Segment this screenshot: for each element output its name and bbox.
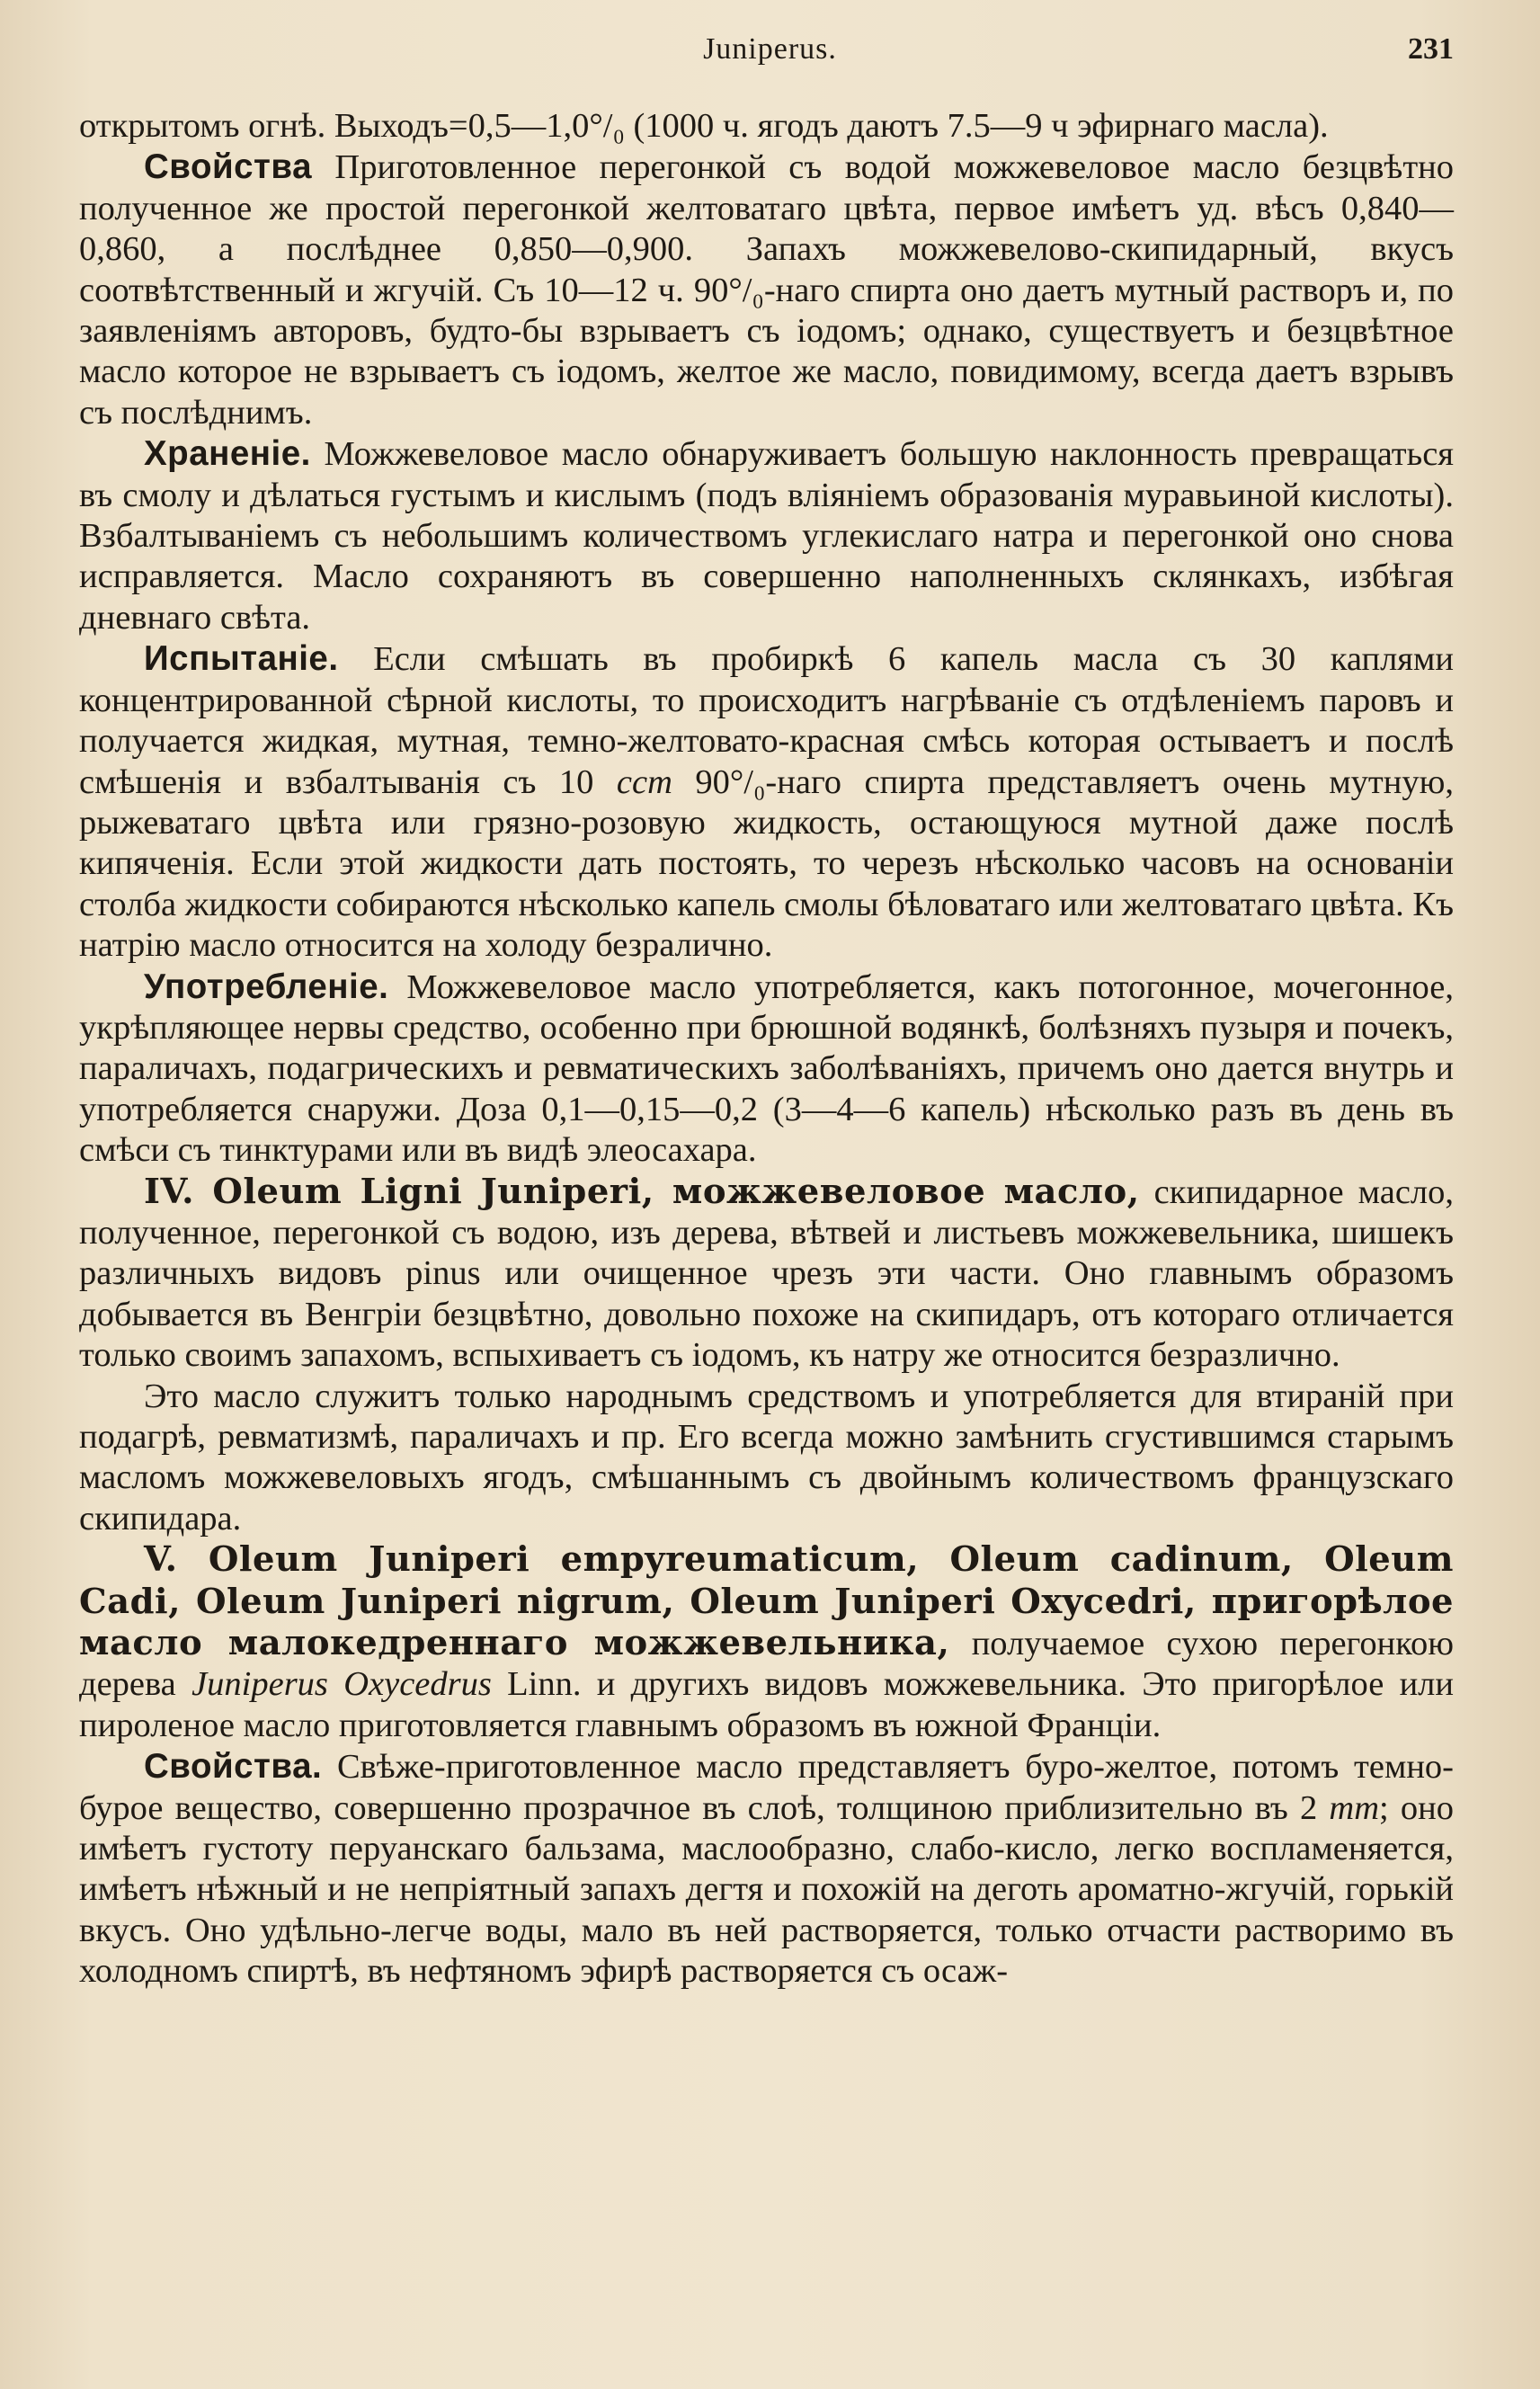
section-heading: Употребленіе.: [144, 967, 389, 1006]
page-number: 231: [1408, 32, 1454, 66]
paragraph-continuation: [79, 106, 1454, 147]
paragraph-text: открытомъ огнѣ. Выходъ=0,5—1,0°/₀ (1000 ч. ягодъ даютъ 7.5—9 ч эфирнаго масла).: [79, 107, 1329, 145]
paragraph-text: 90°/₀-наго спирта представляетъ очень мутную, рыжеватаго цвѣта или грязно-розовую жидкость, остающуюся мутной даже послѣ кипяченія. Если этой жидкости дать постоять, то черезъ нѣсколько часовъ на основаніи столба жидкости собираются нѣсколько капель смолы бѣловатаго или желтоватаго цвѣта. Къ натрію масло относится на холоду безралично.: [79, 762, 1454, 965]
running-title: Juniperus.: [703, 32, 837, 66]
paragraph-text: получаемое сухою перегонкою дерева: [79, 1625, 1454, 1704]
running-head: [0, 25, 1540, 79]
paragraph-properties: [79, 147, 1454, 433]
species-name: Juniperus Oxycedrus: [191, 1665, 492, 1704]
paragraph-text: Приготовленное перегонкой съ водой можжевеловое масло безцвѣтно полученное же простой перегонкой желтоватаго цвѣта, первое имѣетъ уд. вѣсъ 0,840—0,860, а послѣднее 0,850—0,900. Запахъ можжевелово-скипидарный, вкусъ соотвѣтственный и жгучій. Съ 10—12 ч. 90°/₀-наго спирта оно даетъ мутный растворъ и, по заявленіямъ авторовъ, будто-бы взрываетъ съ іодомъ; однако, существуетъ и безцвѣтное масло которое не взрываетъ съ іодомъ, желтое же масло, повидимому, всегда даетъ взрывъ съ послѣднимъ.: [79, 148, 1454, 432]
entry-heading: V. Oleum Juniperi empyreumaticum, Oleum cadinum, Oleum Cadi, Oleum Juniperi nigrum, Oleum Juniperi Oxycedri, пригорѣлое масло малокедреннаго можжевельника,: [79, 1539, 1454, 1664]
section-heading: Храненіе.: [144, 434, 311, 474]
paragraph-oleum-ligni-usage: [79, 1377, 1454, 1540]
body-text: [79, 106, 1454, 1992]
paragraph-text: скипидарное масло, полученное, перегонкой съ водою, изъ дерева, вѣтвей и листьевъ можжевельника, шишекъ различныхъ видовъ pinus или очищенное чрезъ эти части. Оно главнымъ образомъ добывается въ Венгріи безцвѣтно, довольно похоже на скипидаръ, отъ котораго отличается только своимъ запахомъ, вспыхиваетъ съ іодомъ, къ натру же относится безразлично.: [79, 1172, 1455, 1375]
paragraph-storage: [79, 433, 1454, 638]
unit-ccm: ccm: [616, 762, 672, 801]
section-heading: Свойства.: [144, 1747, 323, 1787]
paragraph-text: Linn. и другихъ видовъ можжевельника. Это пригорѣлое или пироленое масло приготовляется главнымъ образомъ въ южной Франціи.: [79, 1665, 1454, 1744]
paragraph-oleum-cadinum: [79, 1539, 1454, 1746]
paragraph-text: Если смѣшать въ пробиркѣ 6 капель масла съ 30 каплями концентрированной сѣрной кислоты, то происходитъ нагрѣваніе съ отдѣленіемъ паровъ и получается жидкая, мутная, темно-желтовато-красная смѣсь которая остываетъ и послѣ смѣшенія и взбалтыванія съ 10: [79, 640, 1454, 801]
paragraph-cadinum-properties: [79, 1746, 1454, 1992]
paragraph-text: Можжевеловое масло употребляется, какъ потогонное, мочегонное, укрѣпляющее нервы средство, особенно при брюшной водянкѣ, болѣзняхъ пузыря и почекъ, параличахъ, подагрическихъ и ревматическихъ заболѣваніяхъ, причемъ оно дается внутрь и употребляется снаружи. Доза 0,1—0,15—0,2 (3—4—6 капель) нѣсколько разъ въ день въ смѣси съ тинктурами или въ видѣ элеосахара.: [79, 967, 1454, 1170]
paragraph-text: Свѣже-приготовленное масло представляетъ буро-желтое, потомъ темно-бурое вещество, совершенно прозрачное въ слоѣ, толщиною приблизительно въ 2: [79, 1748, 1454, 1827]
paragraph-text: Можжевеловое масло обнаруживаетъ большую наклонность превращаться въ смолу и дѣлаться густымъ и кислымъ (подъ вліяніемъ образованія муравьиной кислоты). Взбалтываніемъ съ небольшимъ количествомъ углекислаго натра и перегонкой оно снова исправляется. Масло сохраняютъ въ совершенно наполненныхъ склянкахъ, избѣгая дневнаго свѣта.: [79, 435, 1454, 637]
paragraph-testing: [79, 638, 1454, 966]
paragraph-text: Это масло служитъ только народнымъ средствомъ и употребляется для втираній при подагрѣ, ревматизмѣ, параличахъ и пр. Его всегда можно замѣнить сгустившимся старымъ масломъ можжевеловыхъ ягодъ, смѣшаннымъ съ двойнымъ количествомъ французскаго скипидара.: [79, 1377, 1454, 1538]
paragraph-text: ; оно имѣетъ густоту перуанскаго бальзама, маслообразно, слабо-кисло, легко воспламеняется, имѣетъ нѣжный и не непріятный запахъ дегтя и похожій на деготь ароматно-жгучій, горькій вкусъ. Оно удѣльно-легче воды, мало въ ней растворяется, только отчасти растворимо въ холодномъ спиртѣ, въ нефтяномъ эфирѣ растворяется съ осаж-: [79, 1788, 1454, 1991]
entry-heading: IV. Oleum Ligni Juniperi, можжевеловое масло,: [144, 1171, 1140, 1212]
paragraph-usage: [79, 967, 1454, 1172]
paragraph-oleum-ligni: [79, 1172, 1454, 1377]
section-heading: Свойства: [144, 147, 312, 187]
unit-mm: mm: [1329, 1788, 1379, 1827]
section-heading: Испытаніе.: [144, 639, 339, 679]
